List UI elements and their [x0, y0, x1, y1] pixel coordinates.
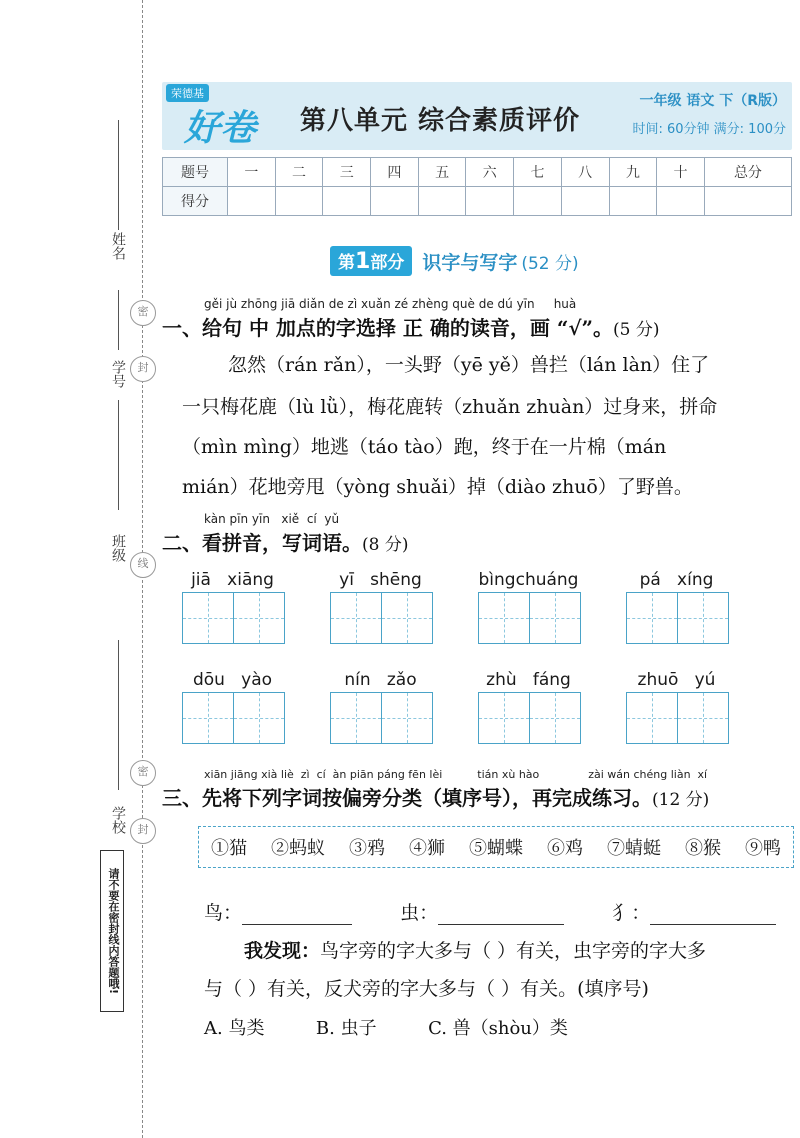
q2-points: (8 分)	[362, 535, 409, 555]
logo-text: 好卷	[184, 107, 257, 149]
q2-pinyin: kàn pīn yīn xiě cí yǔ	[204, 512, 340, 526]
q1-points: (5 分)	[612, 320, 660, 340]
grade-info: 一年级 语文 下（R版）	[639, 93, 786, 109]
column-header: 三	[323, 158, 371, 187]
category-insect-label: 虫：	[400, 902, 439, 924]
q3-heading	[162, 782, 709, 811]
word-pinyin: bìngchuáng	[478, 570, 579, 590]
choice-b: B. 虫子	[315, 1018, 377, 1039]
q3-points: (12 分)	[652, 790, 710, 810]
category-bird-label: 鸟：	[204, 902, 243, 924]
word-pinyin: dōu yào	[192, 670, 273, 690]
word-box	[182, 570, 283, 644]
writing-cell[interactable]	[381, 592, 433, 644]
writing-cell[interactable]	[626, 692, 678, 744]
writing-cell[interactable]	[529, 592, 581, 644]
part-number: 1	[355, 249, 371, 274]
category-bird-blank[interactable]	[242, 924, 352, 925]
word-pinyin: zhuō yú	[637, 670, 716, 690]
word-pinyin: nín zǎo	[344, 670, 417, 690]
score-cell[interactable]	[228, 187, 276, 216]
word-box	[478, 670, 579, 744]
discover-line-2: 与（ ）有关，反犬旁的字大多与（ ）有关。(填序号)	[204, 978, 649, 1000]
discover-line	[244, 936, 706, 963]
table-row	[163, 187, 792, 216]
discover-label: 我发现：	[244, 940, 321, 962]
id-label: 学号	[110, 360, 126, 388]
word-pinyin: jiā xiāng	[191, 570, 274, 590]
word-box	[626, 670, 727, 744]
option-item: ③鸦	[349, 838, 385, 859]
q1-line: mián）花地旁甩（yòng shuǎi）掉（diào zhuō）了野兽。	[182, 476, 693, 498]
writing-cell[interactable]	[233, 692, 285, 744]
score-cell[interactable]	[418, 187, 466, 216]
score-cell[interactable]	[561, 187, 609, 216]
category-dog-radical-blank[interactable]	[650, 924, 776, 925]
discover-text: 鸟字旁的字大多与（ ）有关，虫字旁的字大多	[320, 940, 707, 962]
column-header: 四	[371, 158, 419, 187]
column-header: 九	[609, 158, 657, 187]
word-pinyin: yī shēng	[339, 570, 422, 590]
column-header: 总分	[704, 158, 791, 187]
writing-cell[interactable]	[381, 692, 433, 744]
id-line	[118, 290, 119, 350]
q1-pinyin: gěi jù zhōng jiā diǎn de zì xuǎn zé zhèng què de dú yīn huà	[204, 297, 577, 311]
q1-line: 忽然（rán rǎn），一头野（yē yě）兽拦（lán làn）住了	[228, 354, 710, 376]
writing-cell[interactable]	[677, 692, 729, 744]
q3-pinyin: xiān jiāng xià liè zì cí àn piān páng fēn lèi tián xù hào zài wán chéng liàn xí	[204, 768, 708, 781]
part-banner	[330, 246, 579, 276]
score-cell[interactable]	[275, 187, 323, 216]
seal-mark: 密	[130, 760, 156, 786]
column-header: 八	[561, 158, 609, 187]
q2-heading	[162, 527, 408, 556]
word-box	[330, 570, 431, 644]
logo	[162, 82, 284, 150]
seal-mark: 线	[130, 552, 156, 578]
score-cell[interactable]	[704, 187, 791, 216]
column-header: 五	[418, 158, 466, 187]
option-item: ⑨鸭	[745, 838, 781, 859]
writing-cell[interactable]	[529, 692, 581, 744]
column-header: 七	[514, 158, 562, 187]
row-label: 题号	[163, 158, 228, 187]
word-box	[626, 570, 727, 644]
q1-heading-text: 一、给句 中 加点的字选择 正 确的读音，画 “√”。	[162, 316, 613, 340]
time-info: 时间: 60分钟 满分: 100分	[632, 122, 786, 137]
word-pinyin: pá xíng	[639, 570, 714, 590]
category-row	[204, 898, 776, 925]
option-item: ①猫	[211, 838, 247, 859]
name-line	[118, 120, 119, 230]
score-cell[interactable]	[514, 187, 562, 216]
school-line	[118, 640, 119, 790]
q1-line: （mìn mìng）地逃（táo tào）跑，终于在一片棉（mán	[182, 436, 667, 458]
writing-cell[interactable]	[182, 592, 234, 644]
category-insect-blank[interactable]	[438, 924, 564, 925]
score-table	[162, 157, 792, 216]
unit-title: 第八单元 综合素质评价	[300, 106, 581, 136]
class-label: 班级	[110, 534, 126, 562]
option-item: ⑥鸡	[547, 838, 583, 859]
choice-a: A. 鸟类	[204, 1018, 265, 1039]
q1-line: 一只梅花鹿（lù lǜ），梅花鹿转（zhuǎn zhuàn）过身来，拼命	[182, 396, 718, 418]
word-pinyin: zhù fáng	[486, 670, 571, 690]
seal-mark: 封	[130, 356, 156, 382]
choice-row	[204, 1014, 568, 1040]
word-box	[478, 570, 579, 644]
writing-cell[interactable]	[330, 592, 382, 644]
writing-cell[interactable]	[182, 692, 234, 744]
brand-badge: 荣德基	[166, 84, 209, 102]
option-item: ④狮	[409, 838, 445, 859]
option-item: ②蚂蚁	[271, 838, 325, 859]
choice-c: C. 兽（shòu）类	[428, 1018, 568, 1039]
table-row	[163, 158, 792, 187]
writing-cell[interactable]	[478, 692, 530, 744]
word-box	[182, 670, 283, 744]
column-header: 一	[228, 158, 276, 187]
score-cell[interactable]	[609, 187, 657, 216]
no-answer-notice: 请不要在密封线内答题哦!	[100, 850, 124, 1012]
column-header: 二	[275, 158, 323, 187]
part-prefix: 第	[338, 253, 355, 273]
school-label: 学校	[110, 806, 126, 834]
q3-heading-text: 三、先将下列字词按偏旁分类（填序号），再完成练习。	[162, 786, 652, 810]
part-score: (52 分)	[521, 253, 579, 274]
part-badge	[330, 246, 412, 276]
options-box	[198, 826, 794, 868]
writing-cell[interactable]	[626, 592, 678, 644]
score-cell[interactable]	[657, 187, 705, 216]
option-item: ⑦蜻蜓	[607, 838, 661, 859]
part-suffix: 部分	[370, 253, 405, 273]
score-cell[interactable]	[371, 187, 419, 216]
column-header: 六	[466, 158, 514, 187]
q2-heading-text: 二、看拼音，写词语。	[162, 531, 362, 555]
option-item: ⑧猴	[685, 838, 721, 859]
class-line	[118, 400, 119, 510]
part-title: 识字与写字	[422, 251, 518, 274]
writing-cell[interactable]	[330, 692, 382, 744]
option-item: ⑤蝴蝶	[469, 838, 523, 859]
category-dog-radical-label: 犭：	[612, 902, 651, 924]
header-banner	[162, 82, 792, 150]
name-label: 姓名	[110, 232, 126, 260]
writing-cell[interactable]	[677, 592, 729, 644]
score-cell[interactable]	[323, 187, 371, 216]
seal-mark: 密	[130, 300, 156, 326]
q1-heading	[162, 312, 659, 341]
writing-cell[interactable]	[233, 592, 285, 644]
word-box	[330, 670, 431, 744]
column-header: 十	[657, 158, 705, 187]
writing-cell[interactable]	[478, 592, 530, 644]
row-label: 得分	[163, 187, 228, 216]
score-cell[interactable]	[466, 187, 514, 216]
seal-mark: 封	[130, 818, 156, 844]
